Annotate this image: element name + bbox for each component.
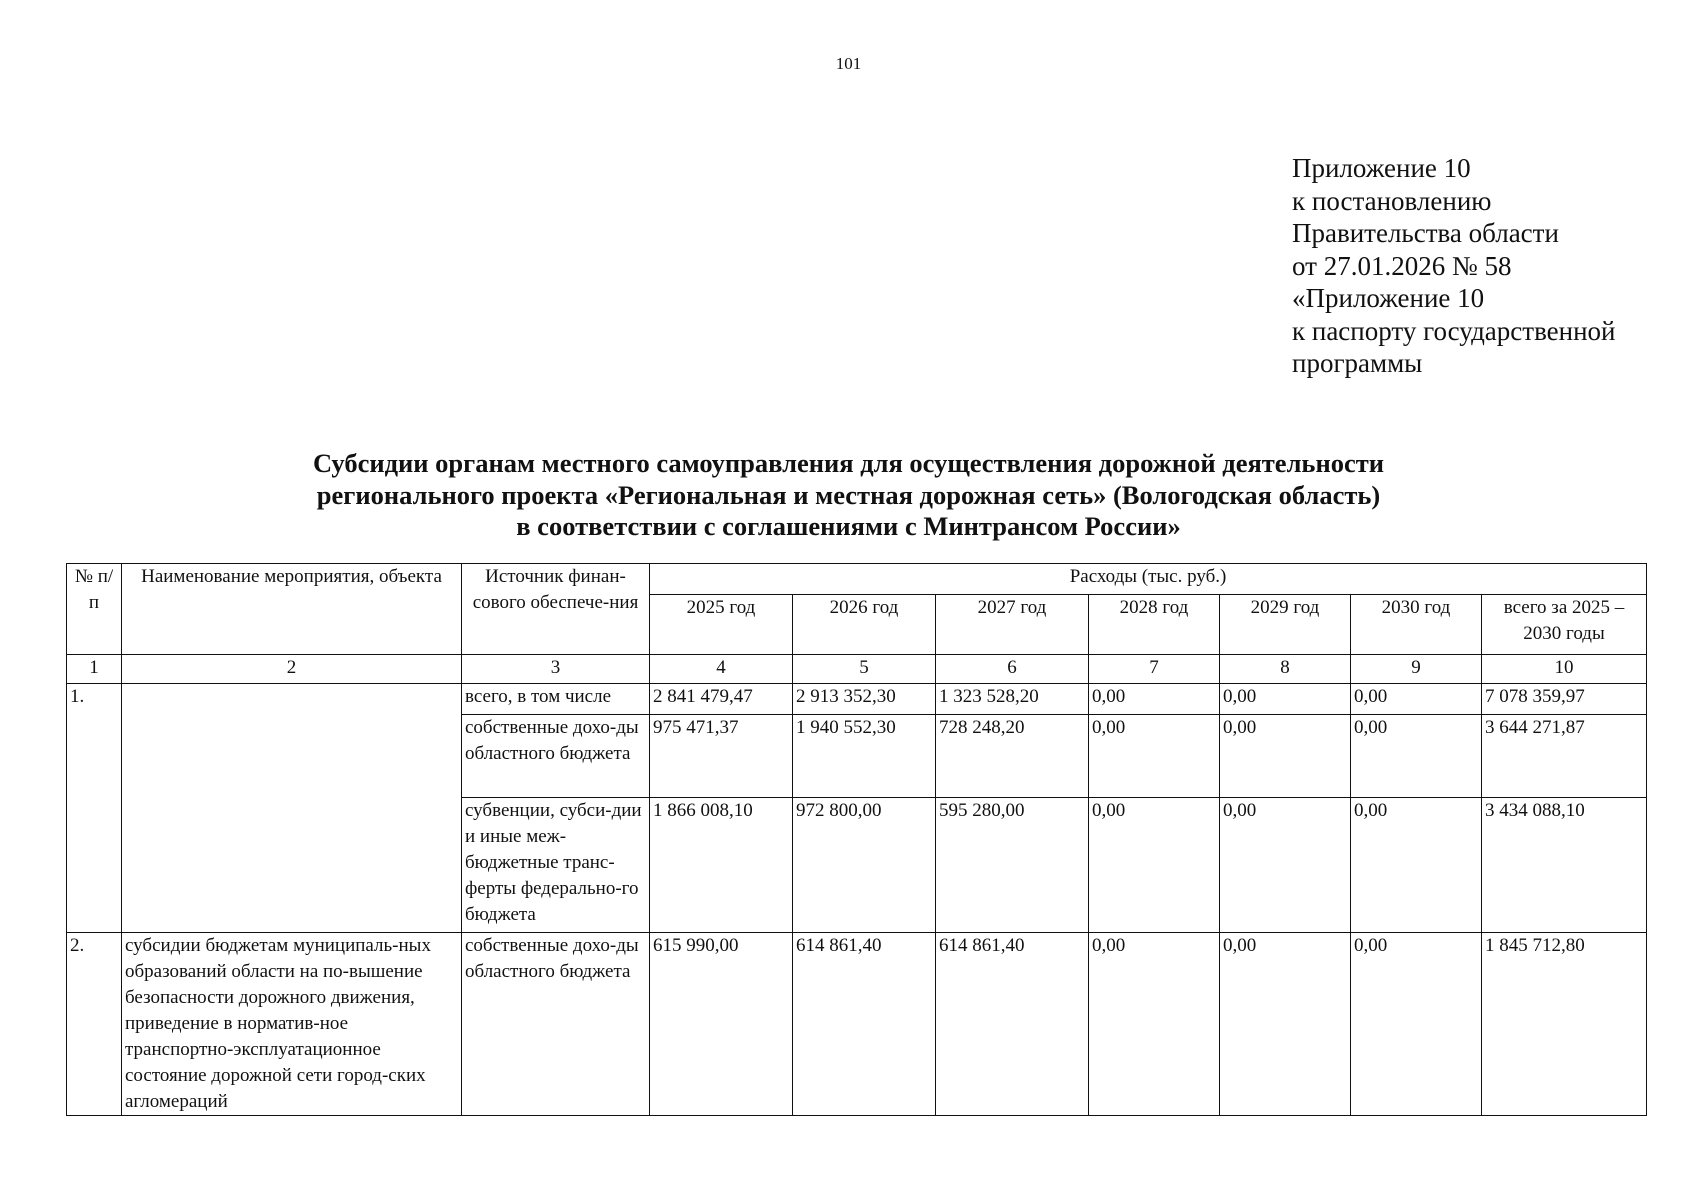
row-value: 615 990,00 bbox=[650, 933, 793, 1116]
header-num: № п/п bbox=[67, 564, 122, 655]
row-source: собственные дохо-ды областного бюджета bbox=[462, 933, 650, 1116]
appendix-line: программы bbox=[1292, 348, 1423, 378]
row-value: 0,00 bbox=[1220, 933, 1351, 1116]
title-line: в соответствии с соглашениями с Минтрансом России» bbox=[516, 511, 1181, 541]
row-value: 595 280,00 bbox=[936, 798, 1089, 933]
row-value: 1 940 552,30 bbox=[793, 715, 936, 798]
row-num: 1. bbox=[67, 684, 122, 933]
row-value: 0,00 bbox=[1220, 684, 1351, 715]
header-source: Источник финан-сового обеспече-ния bbox=[462, 564, 650, 655]
row-source: собственные дохо-ды областного бюджета bbox=[462, 715, 650, 798]
row-value: 0,00 bbox=[1351, 684, 1482, 715]
row-name: субсидии бюджетам муниципаль-ных образований области на по-вышение безопасности дорожного движения, приведение в норматив-ное транспортно-эксплуатационное состояние дорожной сети город-ских агломераций bbox=[122, 933, 462, 1116]
row-value: 0,00 bbox=[1089, 684, 1220, 715]
column-number: 3 bbox=[462, 655, 650, 684]
page-number: 101 bbox=[835, 54, 862, 73]
row-value: 0,00 bbox=[1351, 933, 1482, 1116]
row-value: 0,00 bbox=[1220, 798, 1351, 933]
row-total: 1 845 712,80 bbox=[1482, 933, 1647, 1116]
header-year: 2028 год bbox=[1089, 595, 1220, 655]
row-value: 975 471,37 bbox=[650, 715, 793, 798]
column-number: 6 bbox=[936, 655, 1089, 684]
appendix-line: Приложение 10 bbox=[1292, 153, 1471, 183]
header-name: Наименование мероприятия, объекта bbox=[122, 564, 462, 655]
title-line: Субсидии органам местного самоуправления для осуществления дорожной деятельности bbox=[312, 448, 1385, 478]
column-number: 9 bbox=[1351, 655, 1482, 684]
column-number: 10 bbox=[1482, 655, 1647, 684]
column-number: 8 bbox=[1220, 655, 1351, 684]
title-line: регионального проекта «Региональная и местная дорожная сеть» (Вологодская область) bbox=[316, 479, 1381, 510]
row-value: 1 323 528,20 bbox=[936, 684, 1089, 715]
appendix-line: к паспорту государственной bbox=[1292, 315, 1616, 346]
column-number: 4 bbox=[650, 655, 793, 684]
row-value: 2 841 479,47 bbox=[650, 684, 793, 715]
row-value: 0,00 bbox=[1351, 798, 1482, 933]
header-year: 2029 год bbox=[1220, 595, 1351, 655]
header-expenses: Расходы (тыс. руб.) bbox=[650, 564, 1647, 595]
row-source: субвенции, субси-дии и иные меж-бюджетные транс-ферты федерально-го бюджета bbox=[462, 798, 650, 933]
row-name bbox=[122, 684, 462, 933]
column-number: 5 bbox=[793, 655, 936, 684]
appendix-line: от 27.01.2026 № 58 bbox=[1292, 250, 1512, 281]
document-title bbox=[200, 448, 1497, 543]
row-total: 7 078 359,97 bbox=[1482, 684, 1647, 715]
table-row bbox=[67, 933, 1647, 1116]
row-total: 3 434 088,10 bbox=[1482, 798, 1647, 933]
row-value: 0,00 bbox=[1089, 715, 1220, 798]
row-value: 0,00 bbox=[1089, 933, 1220, 1116]
row-value: 1 866 008,10 bbox=[650, 798, 793, 933]
column-number: 1 bbox=[67, 655, 122, 684]
row-value: 0,00 bbox=[1351, 715, 1482, 798]
column-number: 2 bbox=[122, 655, 462, 684]
header-year: 2025 год bbox=[650, 595, 793, 655]
appendix-block bbox=[1292, 152, 1616, 380]
column-number: 7 bbox=[1089, 655, 1220, 684]
header-year: 2030 год bbox=[1351, 595, 1482, 655]
row-value: 2 913 352,30 bbox=[793, 684, 936, 715]
row-value: 972 800,00 bbox=[793, 798, 936, 933]
row-total: 3 644 271,87 bbox=[1482, 715, 1647, 798]
row-value: 728 248,20 bbox=[936, 715, 1089, 798]
row-source: всего, в том числе bbox=[462, 684, 650, 715]
header-year: 2026 год bbox=[793, 595, 936, 655]
appendix-line: к постановлению bbox=[1292, 185, 1492, 216]
subsidies-table bbox=[66, 563, 1647, 1116]
row-value: 0,00 bbox=[1220, 715, 1351, 798]
appendix-line: «Приложение 10 bbox=[1292, 283, 1485, 313]
row-value: 614 861,40 bbox=[936, 933, 1089, 1116]
table-row bbox=[67, 684, 1647, 715]
header-year: 2027 год bbox=[936, 595, 1089, 655]
row-value: 0,00 bbox=[1089, 798, 1220, 933]
column-number-row bbox=[67, 655, 1647, 684]
header-total: всего за 2025 – 2030 годы bbox=[1482, 595, 1647, 655]
appendix-line: Правительства области bbox=[1292, 218, 1559, 248]
row-num: 2. bbox=[67, 933, 122, 1116]
row-value: 614 861,40 bbox=[793, 933, 936, 1116]
